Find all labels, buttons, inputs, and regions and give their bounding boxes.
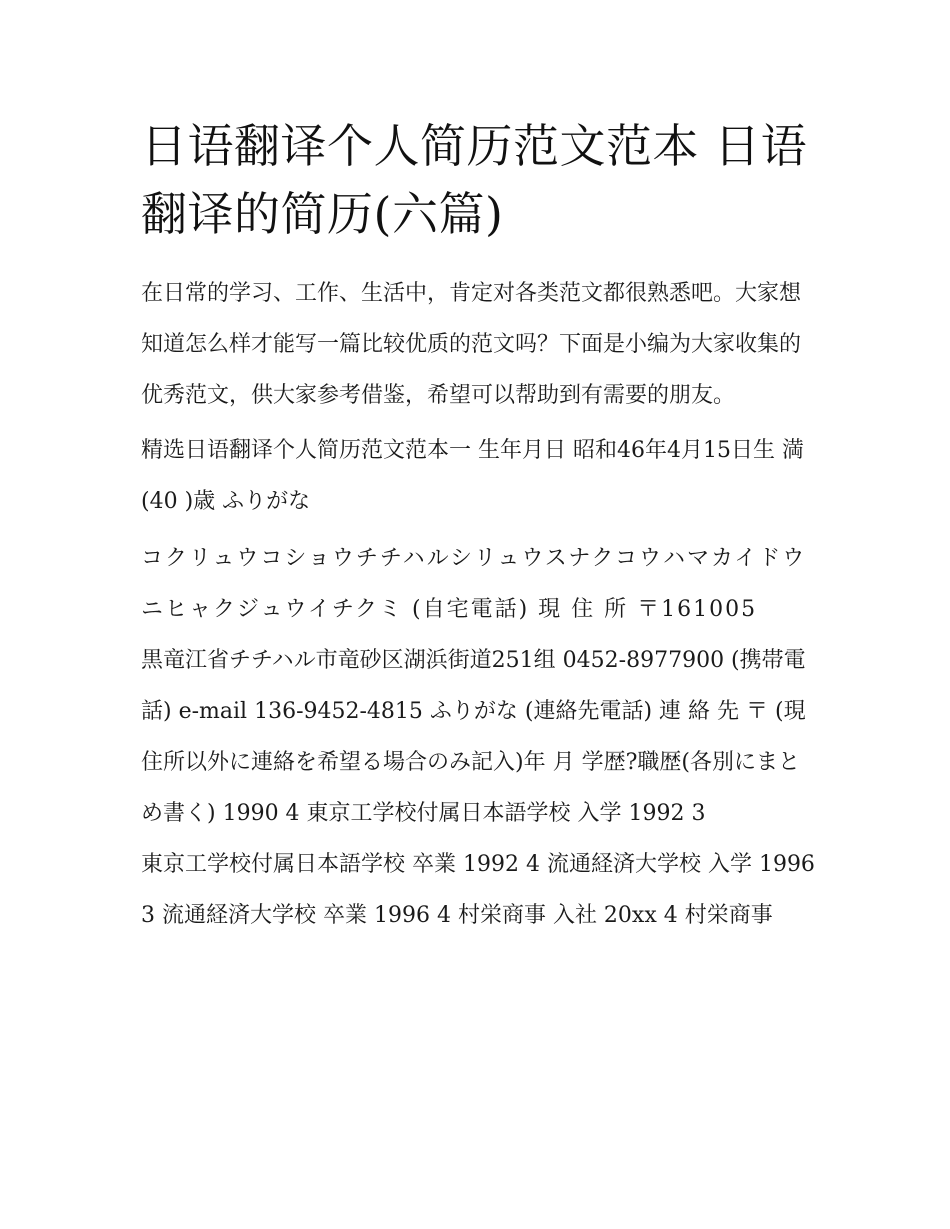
resume-history-paragraph: 東京工学校付属日本語学校 卒業 1992 4 流通経済大学校 入学 1996 3 流通経済大学校 卒業 1996 4 村栄商事 入社 20xx 4 村栄商事 — [141, 852, 815, 928]
resume-contact-paragraph: 黒竜江省チチハル市竜砂区湖浜街道251组 0452-8977900 (携帯電話) e-mail 136-9452-4815 ふりがな (連絡先電話) 連 絡 先 〒 (現住所以外に連絡を希望る場合のみ記入)年 月 学歴?職歴(各別にまとめ書く) 1990 4 東京工学校付属日本語学校 入学 1992 3 — [141, 648, 806, 826]
resume-basic-info-paragraph: 精选日语翻译个人简历范文范本一 生年月日 昭和46年4月15日生 満(40 )歳 ふりがな — [141, 438, 804, 514]
resume-address-kana-paragraph: コクリュウコショウチチハルシリュウスナクコウハマカイドウニヒャクジュウイチクミ (自宅電話) 現 住 所 〒161005 — [141, 546, 807, 622]
intro-paragraph: 在日常的学习、工作、生活中，肯定对各类范文都很熟悉吧。大家想知道怎么样才能写一篇比较优质的范文吗？下面是小编为大家收集的优秀范文，供大家参考借鉴，希望可以帮助到有需要的朋友。 — [141, 281, 802, 408]
document-title: 日语翻译个人简历范文范本 日语翻译的简历(六篇) — [141, 119, 808, 241]
document-page — [141, 112, 821, 941]
